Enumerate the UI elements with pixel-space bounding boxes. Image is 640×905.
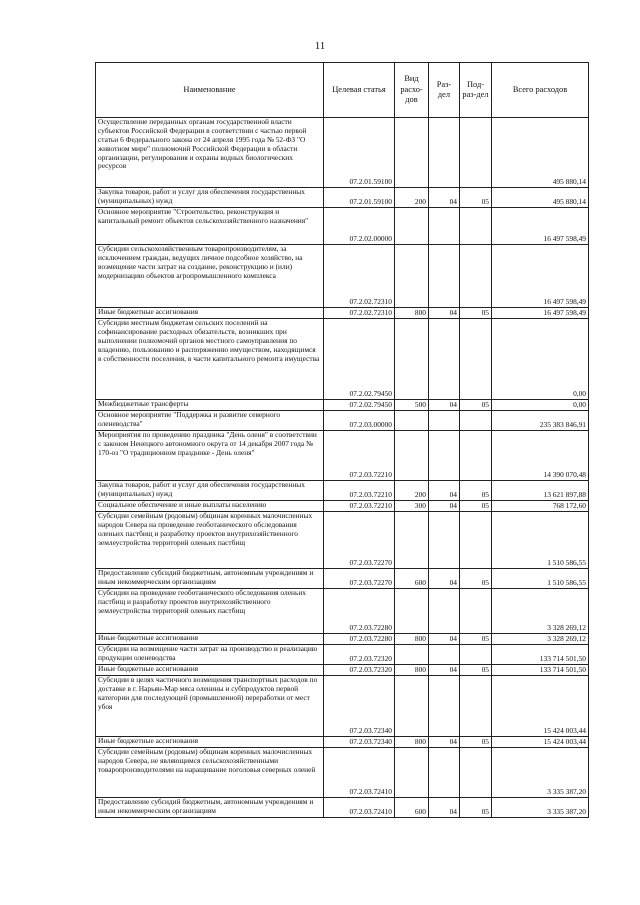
row-total: 495 880,14 bbox=[492, 118, 589, 188]
row-razdel bbox=[429, 319, 460, 400]
row-razdel bbox=[429, 118, 460, 188]
row-code: 07.2.03.72210 bbox=[324, 481, 395, 501]
row-name: Субсидии на возмещение части затрат на производство и реализацию продукции оленеводства bbox=[96, 645, 324, 665]
row-razdel bbox=[429, 676, 460, 737]
row-name: Закупка товаров, работ и услуг для обеспечения государственных (муниципальных) нужд bbox=[96, 481, 324, 501]
row-razdel bbox=[429, 208, 460, 245]
row-podrazdel bbox=[460, 512, 492, 569]
row-code: 07.2.03.72410 bbox=[324, 748, 395, 798]
header-vid: Вид расхо-дов bbox=[395, 63, 429, 118]
row-name: Межбюджетные трансферты bbox=[96, 400, 324, 411]
row-podrazdel bbox=[460, 208, 492, 245]
row-code: 07.2.03.72340 bbox=[324, 737, 395, 748]
row-code: 07.2.03.72280 bbox=[324, 634, 395, 645]
table-row bbox=[96, 481, 589, 501]
row-razdel bbox=[429, 589, 460, 634]
row-podrazdel bbox=[460, 245, 492, 308]
row-podrazdel: 05 bbox=[460, 308, 492, 319]
table-body bbox=[96, 118, 589, 818]
row-total: 133 714 501,50 bbox=[492, 665, 589, 676]
table-row bbox=[96, 665, 589, 676]
row-vid: 800 bbox=[395, 634, 429, 645]
table-row bbox=[96, 748, 589, 798]
table-row bbox=[96, 431, 589, 481]
row-vid bbox=[395, 245, 429, 308]
row-razdel: 04 bbox=[429, 634, 460, 645]
table-row bbox=[96, 569, 589, 589]
row-total: 235 383 846,91 bbox=[492, 411, 589, 431]
header-podrazdel: Под-раз-дел bbox=[460, 63, 492, 118]
row-code: 07.2.01.59100 bbox=[324, 188, 395, 208]
row-name: Иные бюджетные ассигнования bbox=[96, 634, 324, 645]
row-name: Субсидии семейным (родовым) общинам коренных малочисленных народов Севера на проведение геоботанического обследования оленьих пастбищ и разработку проектов внутрихозяйственного землеустройства территорий оленьих пастбищ bbox=[96, 512, 324, 569]
row-code: 07.2.03.72410 bbox=[324, 798, 395, 818]
row-name: Иные бюджетные ассигнования bbox=[96, 737, 324, 748]
table-row bbox=[96, 118, 589, 188]
row-razdel bbox=[429, 245, 460, 308]
row-total: 15 424 003,44 bbox=[492, 737, 589, 748]
row-name: Субсидии в целях частичного возмещения транспортных расходов по доставке в г. Нарьян-Мар мяса оленины и субпродуктов первой категории для последующей (промышленной) переработки от мест убоя bbox=[96, 676, 324, 737]
row-name: Субсидии на проведение геоботанического обследования оленьих пастбищ и разработку проектов внутрихозяйственного землеустройства территорий оленьих пастбищ bbox=[96, 589, 324, 634]
budget-table bbox=[95, 62, 589, 818]
row-total: 3 335 387,20 bbox=[492, 748, 589, 798]
row-razdel: 04 bbox=[429, 400, 460, 411]
table-row bbox=[96, 411, 589, 431]
table-row bbox=[96, 208, 589, 245]
row-name: Закупка товаров, работ и услуг для обеспечения государственных (муниципальных) нужд bbox=[96, 188, 324, 208]
row-name: Основное мероприятие "Строительство, реконструкция и капитальный ремонт объектов сельскохозяйственного назначения" bbox=[96, 208, 324, 245]
row-razdel: 04 bbox=[429, 481, 460, 501]
row-vid bbox=[395, 208, 429, 245]
row-razdel: 04 bbox=[429, 737, 460, 748]
row-vid bbox=[395, 118, 429, 188]
row-razdel bbox=[429, 645, 460, 665]
row-podrazdel: 05 bbox=[460, 737, 492, 748]
row-code: 07.2.01.59100 bbox=[324, 118, 395, 188]
row-total: 16 497 598,49 bbox=[492, 208, 589, 245]
table-row bbox=[96, 308, 589, 319]
row-podrazdel bbox=[460, 748, 492, 798]
row-total: 13 621 897,88 bbox=[492, 481, 589, 501]
row-vid: 500 bbox=[395, 400, 429, 411]
row-podrazdel bbox=[460, 431, 492, 481]
row-vid: 200 bbox=[395, 188, 429, 208]
row-vid bbox=[395, 676, 429, 737]
row-code: 07.2.03.72320 bbox=[324, 645, 395, 665]
row-code: 07.2.03.72280 bbox=[324, 589, 395, 634]
table-row bbox=[96, 645, 589, 665]
table-row bbox=[96, 737, 589, 748]
row-total: 15 424 003,44 bbox=[492, 676, 589, 737]
row-name: Субсидии местным бюджетам сельских поселений на софинансирование расходных обязательств, возникших при выполнении полномочий органов местного самоуправления по владению, пользованию и распоряжению имуществом, находящимся в собственности поселения, в части капитального ремонта имущества bbox=[96, 319, 324, 400]
row-razdel bbox=[429, 748, 460, 798]
table-row bbox=[96, 319, 589, 400]
row-vid bbox=[395, 431, 429, 481]
row-total: 495 880,14 bbox=[492, 188, 589, 208]
row-podrazdel bbox=[460, 645, 492, 665]
row-podrazdel bbox=[460, 589, 492, 634]
table-row bbox=[96, 245, 589, 308]
row-podrazdel: 05 bbox=[460, 188, 492, 208]
row-code: 07.2.03.72210 bbox=[324, 431, 395, 481]
row-podrazdel: 05 bbox=[460, 665, 492, 676]
row-name: Иные бюджетные ассигнования bbox=[96, 308, 324, 319]
row-razdel: 04 bbox=[429, 308, 460, 319]
row-name: Иные бюджетные ассигнования bbox=[96, 665, 324, 676]
row-podrazdel: 05 bbox=[460, 634, 492, 645]
row-name: Мероприятия по проведению праздника "День оленя" в соответствии с законом Ненецкого автономного округа от 14 декабря 2007 года № 170-оз "О традиционном празднике - День оленя" bbox=[96, 431, 324, 481]
row-podrazdel bbox=[460, 319, 492, 400]
row-total: 16 497 598,49 bbox=[492, 245, 589, 308]
row-razdel: 04 bbox=[429, 569, 460, 589]
row-total: 0,00 bbox=[492, 319, 589, 400]
row-razdel: 04 bbox=[429, 188, 460, 208]
row-name: Социальное обеспечение и иные выплаты населению bbox=[96, 501, 324, 512]
row-vid: 300 bbox=[395, 501, 429, 512]
row-razdel bbox=[429, 431, 460, 481]
header-razdel: Раз-дел bbox=[429, 63, 460, 118]
row-total: 768 172,60 bbox=[492, 501, 589, 512]
row-code: 07.2.03.72270 bbox=[324, 569, 395, 589]
table-row bbox=[96, 512, 589, 569]
table-row bbox=[96, 634, 589, 645]
row-code: 07.2.03.72210 bbox=[324, 501, 395, 512]
row-vid bbox=[395, 589, 429, 634]
row-total: 133 714 501,50 bbox=[492, 645, 589, 665]
header-code: Целевая статья bbox=[324, 63, 395, 118]
row-total: 3 328 269,12 bbox=[492, 634, 589, 645]
row-vid bbox=[395, 645, 429, 665]
row-total: 16 497 598,49 bbox=[492, 308, 589, 319]
row-podrazdel: 05 bbox=[460, 501, 492, 512]
row-razdel bbox=[429, 411, 460, 431]
row-vid: 600 bbox=[395, 569, 429, 589]
row-podrazdel: 05 bbox=[460, 481, 492, 501]
row-vid bbox=[395, 411, 429, 431]
row-code: 07.2.03.00000 bbox=[324, 411, 395, 431]
row-total: 3 335 387,20 bbox=[492, 798, 589, 818]
row-code: 07.2.03.72340 bbox=[324, 676, 395, 737]
table-row bbox=[96, 501, 589, 512]
row-name: Субсидии сельскохозяйственным товаропроизводителям, за исключением граждан, ведущих личное подсобное хозяйство, на возмещение части затрат на создание, реконструкцию и (или) модернизацию объектов агропромышленного комплекса bbox=[96, 245, 324, 308]
row-podrazdel bbox=[460, 411, 492, 431]
row-vid bbox=[395, 512, 429, 569]
row-podrazdel bbox=[460, 118, 492, 188]
header-total: Всего расходов bbox=[492, 63, 589, 118]
row-code: 07.2.02.72310 bbox=[324, 245, 395, 308]
row-code: 07.2.02.00000 bbox=[324, 208, 395, 245]
header-name: Наименование bbox=[96, 63, 324, 118]
row-razdel: 04 bbox=[429, 798, 460, 818]
row-vid: 800 bbox=[395, 308, 429, 319]
row-vid: 200 bbox=[395, 481, 429, 501]
page-number: 11 bbox=[314, 40, 326, 52]
row-code: 07.2.02.79450 bbox=[324, 319, 395, 400]
row-vid: 600 bbox=[395, 798, 429, 818]
row-code: 07.2.02.79450 bbox=[324, 400, 395, 411]
row-code: 07.2.03.72270 bbox=[324, 512, 395, 569]
row-podrazdel: 05 bbox=[460, 400, 492, 411]
row-podrazdel: 05 bbox=[460, 569, 492, 589]
row-name: Субсидии семейным (родовым) общинам коренных малочисленных народов Севера, не являющимся сельскохозяйственными товаропроизводителями на наращивание поголовья северных оленей bbox=[96, 748, 324, 798]
row-code: 07.2.03.72320 bbox=[324, 665, 395, 676]
row-vid bbox=[395, 319, 429, 400]
table-row bbox=[96, 798, 589, 818]
row-total: 0,00 bbox=[492, 400, 589, 411]
row-name: Основное мероприятие "Поддержка и развитие северного оленеводства" bbox=[96, 411, 324, 431]
row-razdel: 04 bbox=[429, 501, 460, 512]
row-name: Осуществление переданных органам государственной власти субъектов Российской Федерации в соответствии с частью первой статьи 6 Федерального закона от 24 апреля 1995 года № 52-ФЗ "О животном мире" полномочий Российской Федерации в области организации, регулирования и охраны водных биологических ресурсов bbox=[96, 118, 324, 188]
row-vid bbox=[395, 748, 429, 798]
table-row bbox=[96, 589, 589, 634]
row-podrazdel: 05 bbox=[460, 798, 492, 818]
row-total: 3 328 269,12 bbox=[492, 589, 589, 634]
table-row bbox=[96, 676, 589, 737]
row-razdel: 04 bbox=[429, 665, 460, 676]
row-name: Предоставление субсидий бюджетным, автономным учреждениям и иным некоммерческим организациям bbox=[96, 569, 324, 589]
table-row bbox=[96, 400, 589, 411]
row-podrazdel bbox=[460, 676, 492, 737]
row-razdel bbox=[429, 512, 460, 569]
row-total: 14 390 070,48 bbox=[492, 431, 589, 481]
row-total: 1 510 586,55 bbox=[492, 512, 589, 569]
table-header-row bbox=[96, 63, 589, 118]
row-vid: 800 bbox=[395, 737, 429, 748]
row-vid: 800 bbox=[395, 665, 429, 676]
table-row bbox=[96, 188, 589, 208]
row-total: 1 510 586,55 bbox=[492, 569, 589, 589]
row-name: Предоставление субсидий бюджетным, автономным учреждениям и иным некоммерческим организациям bbox=[96, 798, 324, 818]
row-code: 07.2.02.72310 bbox=[324, 308, 395, 319]
